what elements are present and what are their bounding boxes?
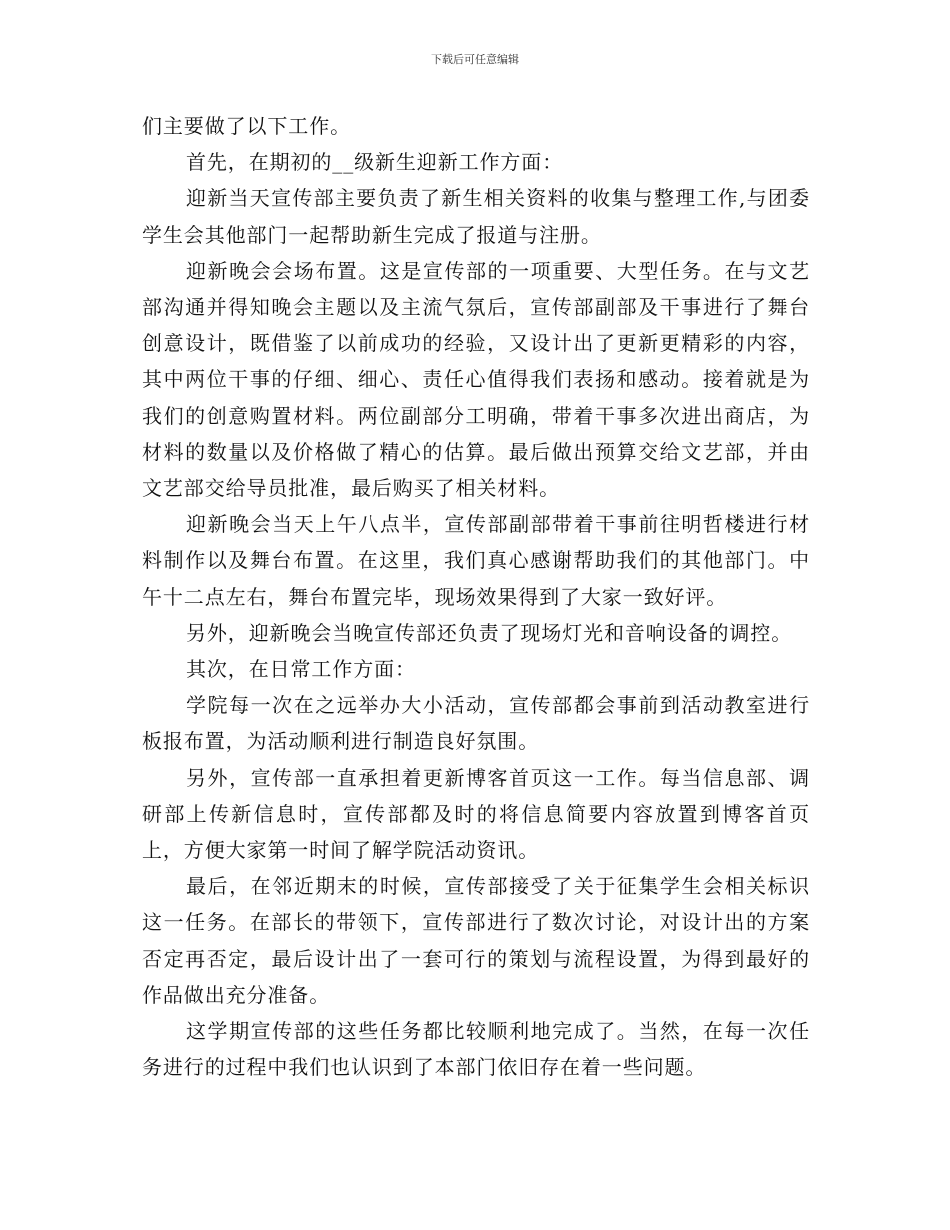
document-body xyxy=(142,108,810,1085)
paragraph: 们主要做了以下工作。 xyxy=(142,114,351,138)
paragraph: 迎新当天宣传部主要负责了新生相关资料的收集与整理工作,与团委学生会其他部门一起帮助新生完成了报道与注册。 xyxy=(142,186,810,247)
paragraph: 迎新晚会会场布置。这是宣传部的一项重要、大型任务。在与文艺部沟通并得知晚会主题以及主流气氛后，宣传部副部及干事进行了舞台创意设计，既借鉴了以前成功的经验，又设计出了更新更精彩的内容，其中两位干事的仔细、细心、责任心值得我们表扬和感动。接着就是为我们的创意购置材料。两位副部分工明确，带着干事多次进出商店，为材料的数量以及价格做了精心的估算。最后做出预算交给文艺部，并由文艺部交给导员批准，最后购买了相关材料。 xyxy=(142,258,810,501)
paragraph: 迎新晚会当天上午八点半，宣传部副部带着干事前往明哲楼进行材料制作以及舞台布置。在这里，我们真心感谢帮助我们的其他部门。中午十二点左右，舞台布置完毕，现场效果得到了大家一致好评。 xyxy=(142,512,810,609)
paragraph: 另外，迎新晚会当晚宣传部还负责了现场灯光和音响设备的调控。 xyxy=(186,620,793,645)
paragraph: 最后，在邻近期末的时候，宣传部接受了关于征集学生会相关标识这一任务。在部长的带领下，宣传部进行了数次讨论，对设计出的方案否定再否定，最后设计出了一套可行的策划与流程设置，为得到最好的作品做出充分准备。 xyxy=(142,874,810,1007)
paragraph: 其次，在日常工作方面： xyxy=(186,657,416,682)
paragraph: 学院每一次在之远举办大小活动，宣传部都会事前到活动教室进行板报布置，为活动顺利进行制造良好氛围。 xyxy=(142,693,810,754)
paragraph: 另外，宣传部一直承担着更新博客首页这一工作。每当信息部、调研部上传新信息时，宣传部都及时的将信息简要内容放置到博客首页上，方便大家第一时间了解学院活动资讯。 xyxy=(142,765,810,863)
paragraph: 这学期宣传部的这些任务都比较顺利地完成了。当然，在每一次任务进行的过程中我们也认识到了本部门依旧存在着一些问题。 xyxy=(142,1019,810,1080)
paragraph: 首先，在期初的__级新生迎新工作方面： xyxy=(186,150,564,175)
page-header-note: 下载后可任意编辑 xyxy=(431,53,519,66)
